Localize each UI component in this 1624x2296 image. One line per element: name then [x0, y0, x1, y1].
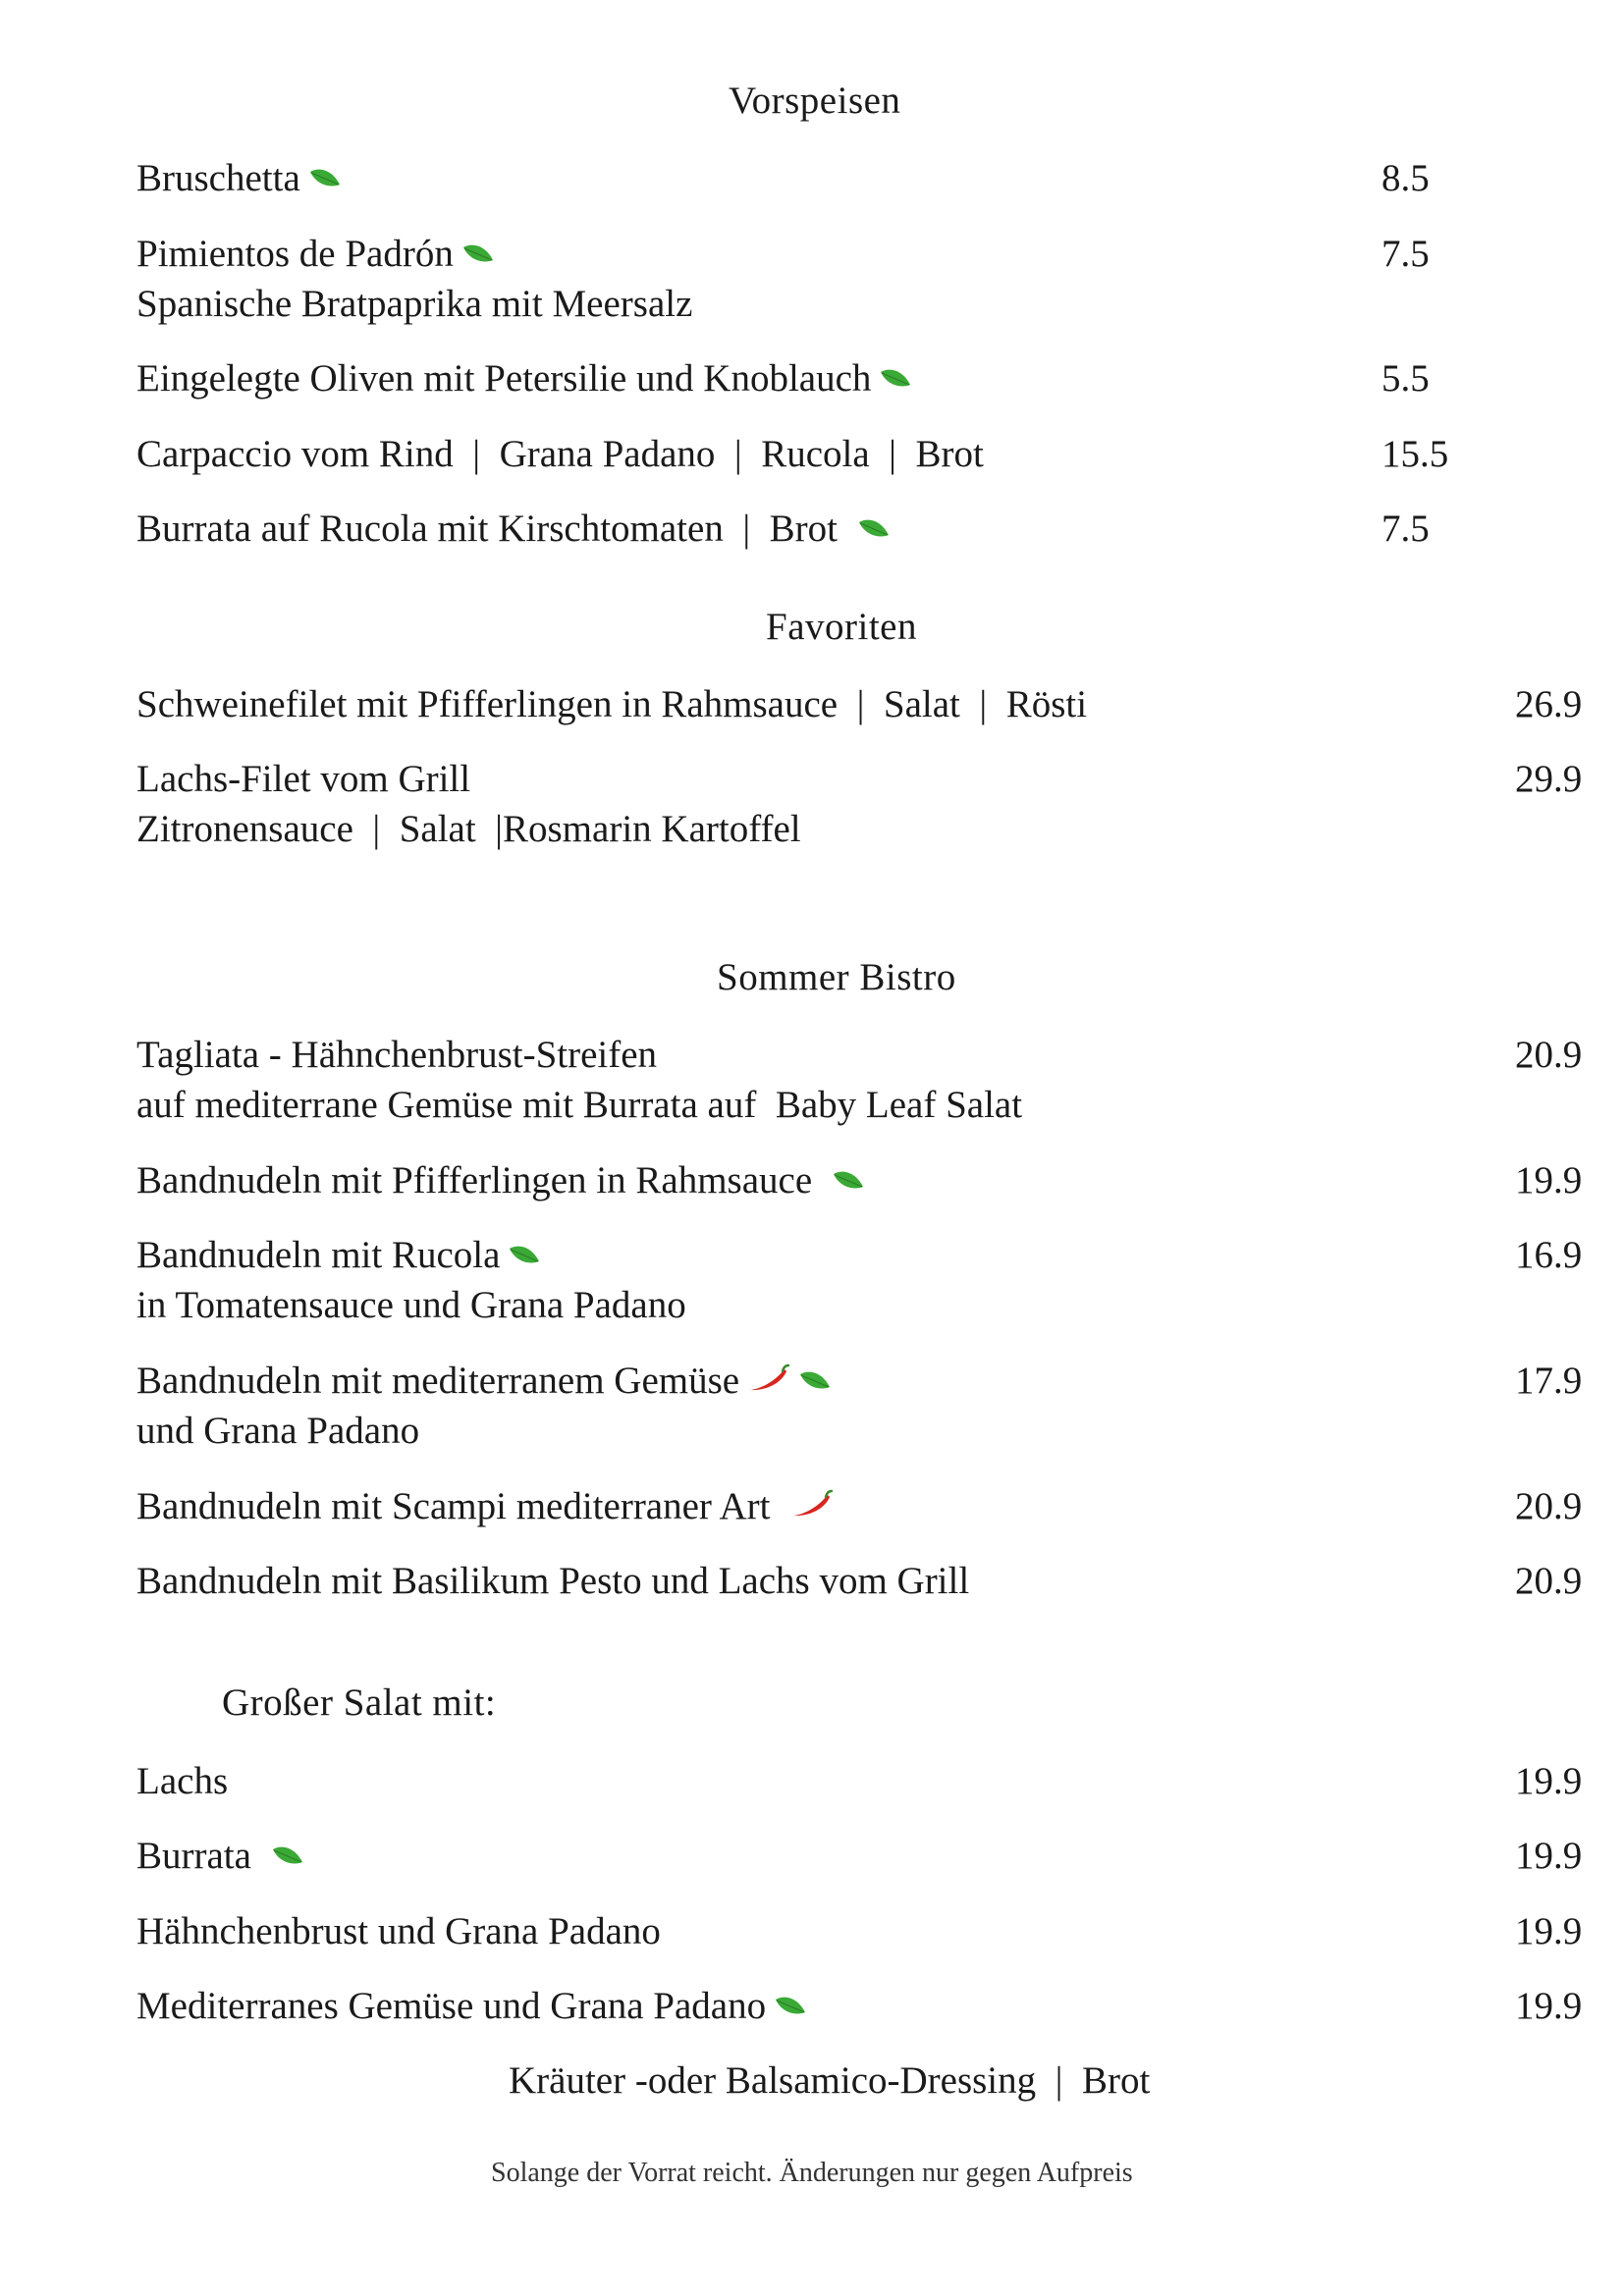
item-name: Bandnudeln mit Rucola: [136, 1234, 501, 1276]
menu-item: [136, 1155, 1583, 1205]
menu-item: [136, 1906, 1583, 1956]
item-price: 15.5: [1381, 433, 1449, 475]
menu-item: [136, 229, 1467, 329]
item-price: 20.9: [1515, 1560, 1583, 1602]
item-name: Hähnchenbrust und Grana Padano: [136, 1910, 661, 1952]
item-price: 8.5: [1381, 157, 1430, 199]
item-price: 29.9: [1515, 758, 1583, 800]
item-price: 19.9: [1515, 1985, 1583, 2027]
item-name: Burrata: [136, 1835, 251, 1877]
footer-note: Solange der Vorrat reicht. Änderungen nur gegen Aufpreis: [491, 2158, 1133, 2188]
menu-item: [136, 153, 1467, 203]
item-description: auf mediterrane Gemüse mit Burrata auf Baby Leaf Salat: [136, 1084, 1023, 1126]
menu-item: [136, 754, 1583, 854]
chili-icon: [747, 1356, 790, 1406]
item-price: 20.9: [1515, 1485, 1583, 1527]
menu-item: [136, 1481, 1583, 1531]
menu-item: [136, 429, 1467, 479]
item-price: 19.9: [1515, 1760, 1583, 1802]
item-name: Carpaccio vom Rind | Grana Padano | Rucola | Brot: [136, 433, 984, 475]
leaf-icon: [774, 1981, 807, 2031]
item-price: 5.5: [1381, 357, 1430, 400]
item-price: 19.9: [1515, 1159, 1583, 1201]
item-name: Bandnudeln mit Scampi mediterraner Art: [136, 1485, 771, 1527]
menu-item: [136, 1831, 1583, 1881]
item-price: 19.9: [1515, 1910, 1583, 1952]
leaf-icon: [857, 504, 891, 554]
item-price: 16.9: [1515, 1234, 1583, 1276]
item-name: Tagliata - Hähnchenbrust-Streifen: [136, 1034, 658, 1076]
dressing-note: Kräuter -oder Balsamico-Dressing | Brot: [509, 2059, 1151, 2102]
menu-item: [136, 353, 1467, 403]
menu-item: [136, 504, 1467, 554]
item-description: Spanische Bratpaprika mit Meersalz: [136, 283, 693, 325]
leaf-icon: [508, 1230, 541, 1280]
item-description: und Grana Padano: [136, 1410, 420, 1452]
menu-item: [136, 679, 1583, 729]
item-name: Lachs-Filet vom Grill: [136, 758, 471, 800]
item-price: 7.5: [1381, 233, 1430, 275]
menu-item: [136, 1981, 1583, 2031]
leaf-icon: [271, 1831, 304, 1881]
section-title-vorspeisen: Vorspeisen: [729, 80, 901, 122]
leaf-icon: [308, 153, 342, 203]
item-description: in Tomatensauce und Grana Padano: [136, 1284, 686, 1326]
item-price: 19.9: [1515, 1835, 1583, 1877]
leaf-icon: [879, 353, 912, 403]
item-price: 26.9: [1515, 683, 1583, 725]
item-price: 7.5: [1381, 507, 1430, 550]
item-name: Bandnudeln mit mediterranem Gemüse: [136, 1360, 740, 1402]
leaf-icon: [798, 1356, 832, 1406]
item-name: Bandnudeln mit Basilikum Pesto und Lachs vom Grill: [136, 1560, 970, 1602]
menu-item: [136, 1030, 1583, 1130]
item-price: 17.9: [1515, 1360, 1583, 1402]
section-title-favoriten: Favoriten: [766, 606, 917, 648]
leaf-icon: [832, 1155, 865, 1205]
item-name: Bruschetta: [136, 157, 300, 199]
menu-item: [136, 1230, 1583, 1330]
chili-icon: [790, 1481, 834, 1531]
menu-item: [136, 1356, 1583, 1456]
section-title-sommer-bistro: Sommer Bistro: [717, 956, 956, 998]
menu-item: [136, 1556, 1583, 1606]
item-name: Lachs: [136, 1760, 229, 1802]
item-name: Burrata auf Rucola mit Kirschtomaten | Brot: [136, 507, 838, 550]
leaf-icon: [461, 229, 495, 279]
item-price: 20.9: [1515, 1034, 1583, 1076]
item-name: Pimientos de Padrón: [136, 233, 454, 275]
menu-item: [136, 1756, 1583, 1806]
section-title-grosser-salat: Großer Salat mit:: [222, 1682, 497, 1724]
item-name: Bandnudeln mit Pfifferlingen in Rahmsauce: [136, 1159, 813, 1201]
item-name: Schweinefilet mit Pfifferlingen in Rahmsauce | Salat | Rösti: [136, 683, 1088, 725]
item-description: Zitronensauce | Salat |Rosmarin Kartoffel: [136, 808, 801, 850]
item-name: Mediterranes Gemüse und Grana Padano: [136, 1985, 767, 2027]
item-name: Eingelegte Oliven mit Petersilie und Knoblauch: [136, 357, 872, 400]
